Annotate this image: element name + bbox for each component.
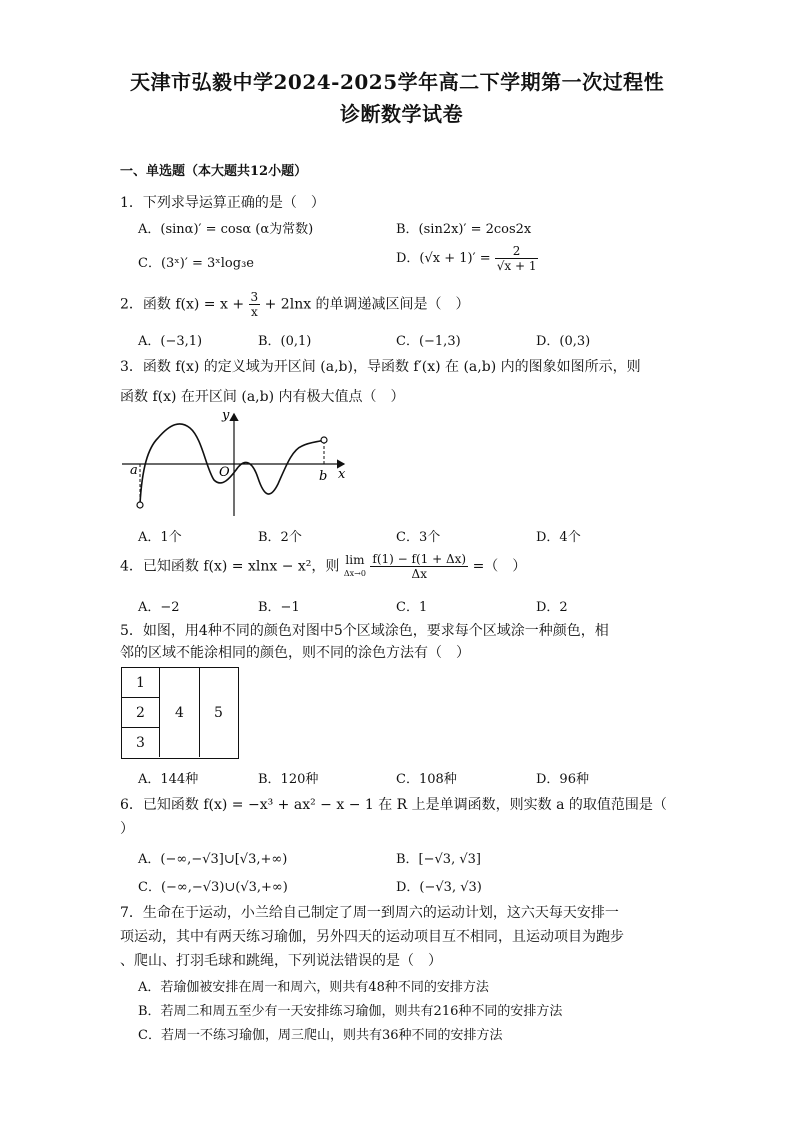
a-endpoint — [137, 502, 143, 508]
region-2: 2 — [122, 698, 160, 728]
q2-option-c: C．(−1,3) — [396, 334, 461, 349]
region-5: 5 — [214, 704, 223, 721]
q3-option-d: D．4个 — [536, 530, 581, 545]
q1-option-d-numerator: 2 — [495, 244, 539, 259]
q4-fraction — [370, 552, 468, 581]
q1-option-a: A．(sinα)′ = cosα (α为常数) — [138, 222, 314, 237]
q2-fraction-denominator: x — [250, 305, 258, 319]
page-title-line2: 诊断数学试卷 — [340, 102, 463, 126]
q1-option-c: C．(3ˣ)′ = 3ˣlog₃e — [138, 256, 254, 271]
b-endpoint — [321, 437, 327, 443]
q7-option-a: A．若瑜伽被安排在周一和周六，则共有48种不同的安排方法 — [138, 980, 489, 995]
q4-option-b: B．−1 — [258, 600, 300, 615]
a-label: a — [130, 463, 138, 478]
q5-option-d: D．96种 — [536, 772, 589, 787]
q6-option-a: A．(−∞,−√3]∪[√3,+∞) — [138, 852, 288, 867]
q6-option-c: C．(−∞,−√3)∪(√3,+∞) — [138, 880, 288, 895]
q1-option-d-denominator: √x + 1 — [496, 259, 537, 273]
q5-line2: 邻的区域不能涂相同的颜色，则不同的涂色方法有（ ） — [120, 645, 470, 661]
q4-limit-label: lim — [345, 552, 365, 567]
q4-stem-suffix: =（ ） — [472, 558, 527, 575]
q3-option-c: C．3个 — [396, 530, 441, 545]
q2-fraction-numerator: 3 — [250, 290, 259, 304]
q2-stem-suffix: + 2lnx 的单调递减区间是（ ） — [264, 296, 470, 313]
q6-line1: 6．已知函数 f(x) = −x³ + ax² − x − 1 在 R 上是单调函数，则实数 a 的取值范围是（ — [120, 797, 667, 813]
origin-label: O — [219, 465, 230, 480]
derivative-graph — [118, 408, 358, 520]
q2-fraction — [249, 290, 261, 319]
q4-option-c: C．1 — [396, 600, 428, 615]
q2-stem-prefix: 2．函数 f(x) = x + — [120, 296, 245, 313]
region-1: 1 — [122, 668, 160, 698]
y-label: y — [222, 408, 230, 423]
q6-line2: ） — [120, 821, 134, 837]
q4-limit — [344, 554, 366, 580]
region-3: 3 — [122, 728, 160, 757]
x-label: x — [338, 467, 346, 482]
q4-stem-prefix: 4．已知函数 f(x) = xlnx − x²，则 — [120, 558, 340, 575]
q2-option-d: D．(0,3) — [536, 334, 591, 349]
q4-limit-subscript: Δx→0 — [343, 568, 366, 578]
b-label: b — [319, 469, 328, 484]
q7-line1: 7．生命在于运动，小兰给自己制定了周一到周六的运动计划，这六天每天安排一 — [120, 905, 619, 921]
q1-option-d-prefix: D．(√x + 1)′ = — [396, 251, 491, 266]
q5-option-c: C．108种 — [396, 772, 457, 787]
q3-option-b: B．2个 — [258, 530, 302, 545]
q1-stem: 1．下列求导运算正确的是（ ） — [120, 195, 325, 211]
q7-line2: 项运动，其中有两天练习瑜伽，另外四天的运动项目互不相同，且运动项目为跑步 — [120, 929, 624, 945]
q3-line1: 3．函数 f(x) 的定义域为开区间 (a,b)，导函数 f′(x) 在 (a,b) 内的图象如图所示，则 — [120, 359, 641, 375]
q2-option-b: B．(0,1) — [258, 334, 312, 349]
q4-option-a: A．−2 — [138, 600, 180, 615]
q3-line2: 函数 f(x) 在开区间 (a,b) 内有极大值点（ ） — [120, 389, 405, 405]
q4-stem — [120, 552, 526, 581]
q3-option-a: A．1个 — [138, 530, 182, 545]
q2-stem — [120, 290, 470, 319]
page-title-line1: 天津市弘毅中学2024-2025学年高二下学期第一次过程性 — [130, 70, 665, 94]
q4-fraction-numerator: f(1) − f(1 + Δx) — [372, 552, 467, 566]
section-heading: 一、单选题（本大题共12小题） — [120, 164, 308, 179]
q1-option-d — [396, 244, 538, 273]
q5-option-a: A．144种 — [138, 772, 199, 787]
q1-option-d-fraction — [495, 244, 539, 273]
region-4: 4 — [160, 668, 200, 757]
q6-option-d: D．(−√3, √3) — [396, 880, 482, 895]
q5-option-b: B．120种 — [258, 772, 319, 787]
q2-option-a: A．(−3,1) — [138, 334, 203, 349]
q5-line1: 5．如图，用4种不同的颜色对图中5个区域涂色，要求每个区域涂一种颜色，相 — [120, 623, 609, 639]
q7-option-c: C．若周一不练习瑜伽，周三爬山，则共有36种不同的安排方法 — [138, 1028, 503, 1043]
q7-line3: 、爬山、打羽毛球和跳绳，下列说法错误的是（ ） — [120, 953, 442, 969]
q4-option-d: D．2 — [536, 600, 568, 615]
q1-option-b: B．(sin2x)′ = 2cos2x — [396, 222, 532, 237]
q6-option-b: B．[−√3, √3] — [396, 852, 481, 867]
q7-option-b: B．若周二和周五至少有一天安排练习瑜伽，则共有216种不同的安排方法 — [138, 1004, 563, 1019]
q4-fraction-denominator: Δx — [411, 567, 427, 581]
coloring-regions-diagram — [121, 667, 239, 759]
